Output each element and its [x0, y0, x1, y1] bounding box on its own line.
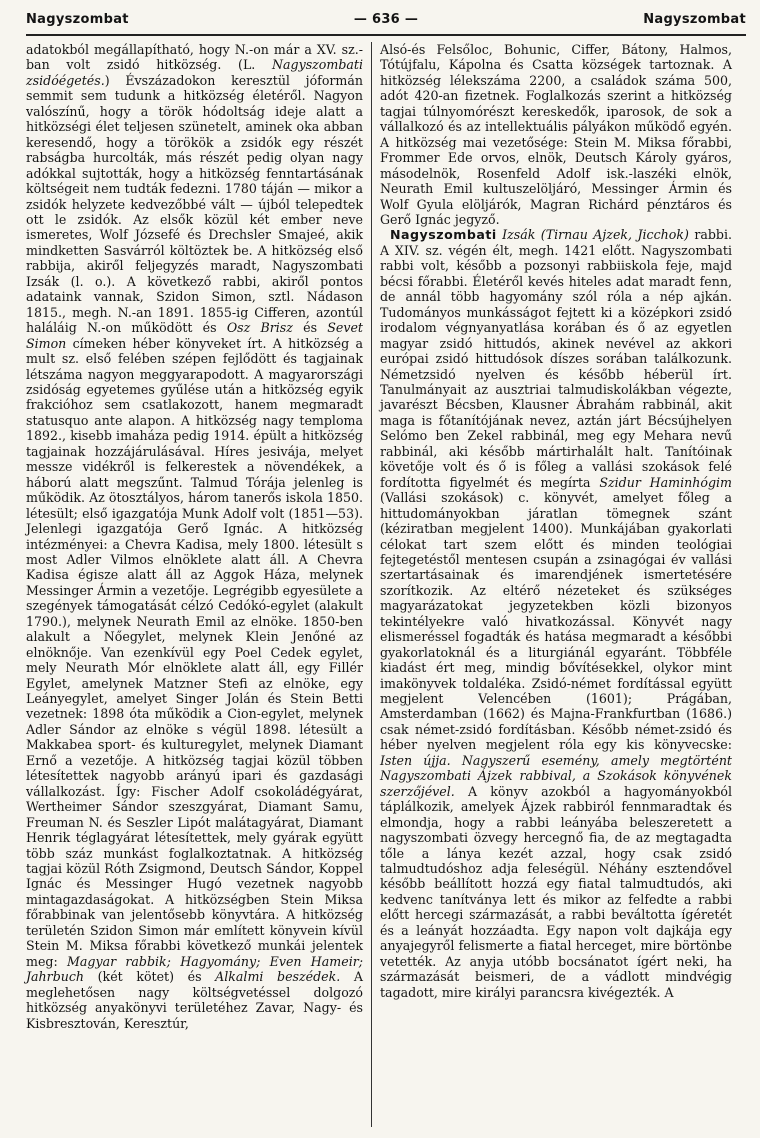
header-left-title: Nagyszombat [26, 12, 129, 27]
header-rule [26, 34, 746, 36]
left-column [26, 42, 363, 1031]
entry-headword: Nagyszombati [390, 227, 497, 243]
right-paragraph-2: Nagyszombati Izsák (Tirnau Ajzek, Jicchok) rabbi. A XIV. sz. végén élt, megh. 1421 előtt. Nagyszombati rabbi volt, később a pozsonyi rabbiiskola feje, majd bécsi főrabbi. Életéről kevés hiteles adat maradt fenn, de annál több hagyomány szól róla a nép ajkán. Tudományos munkásságot fejtett ki a középkori zsidó irodalom végnyanyatlása korában és ő az egyetlen magyar zsidó hittudós, akinek nevével az akkori európai zsidó hittudósok díszes sorában találkozunk. Németzsidó nyelven és később héberül írt. Tanulmányait az ausztriai talmudiskolákban végezte, javarészt Bécsben, Klausner Ábrahám rabbinál, akit maga is főtanítójának nevez, aztán járt Bécsújhelyen Selómo ben Zekel rabbinál, meg egy Mehara nevű rabbinál, aki később mártirhalált halt. Tanítóinak követője volt és ő is főleg a vallási szokások felé fordította figyelmét és megírta Szidur Haminhógim (Vallási szokások) c. könyvét, amelyet főleg a hittudományokban járatlan tömegnek szánt (kéziratban megjelent 1400). Munkájában gyakorlati célokat tart szem előtt és minden teológiai fejtegetéstől mentesen csupán a zsinagógai év vallási szertartásainak és imarendjének ismertetésére szorítkozik. Az eltérő nézeteket és szükséges magyarázatokat jegyzetekben közli bizonyos tekintélyekre való hivatkozással. Könyvét nagy elismeréssel fogadták és hatása megmaradt a későbbi gyakorlatoknál és a liturgiánál egyaránt. Többféle kiadást ért meg, mindig bővítésekkel, olykor mint imakönyvek toldaléka. Zsidó-német fordítással együtt megjelent Velencében (1601); Prágában, Amsterdamban (1662) és Majna-Frankfurtban (1686.) csak német-zsidó fordításban. Később német-zsidó és héber nyelven megjelent róla egy kis könyvecske: Isten újja. Nagyszerű esemény, amely megtörtént Nagyszombati Ájzek rabbival, a Szokások könyvének szerzőjével. A könyv azokból a hagyományokból táplálkozik, amelyek Ájzek rabbiról fennmaradtak és elmondja, hogy a rabbi leányába beleszeretett a nagyszombati özvegy hercegnő fia, de az megtagadta tőle a lánya kezét azzal, hogy csak zsidó talmudtudóshoz adja feleségül. Néhány esztendővel később beállított hozzá egy fiatal talmudtudós, aki kedvenc tanítványa lett és mikor az felfedte a rabbi előtt hercegi származását, a rabbi beváltotta ígéretét és a leányát hozzáadta. Egy napon volt dajkája egy anyajegyről felismerte a fiatal herceget, mire börtönbe vetették. Az anyja utóbb bocsánatot ígért neki, ha származását beismeri, de a vádlott mindvégig tagadott, mire királyi parancsra kivégezték. A [380, 227, 733, 1000]
text-columns [26, 42, 746, 1132]
column-divider [371, 42, 372, 1127]
right-paragraph-1: Alsó-és Felsőloc, Bohunic, Ciffer, Bátony, Halmos, Tótújfalu, Kápolna és Csatta községek tartoznak. A hitközség lélekszáma 2200, a családok száma 500, adót 420-an fizetnek. Foglalkozás szerint a hitközség tagjai túlnyomórészt kereskedők, iparosok, de sok a vállalkozó és az intellektuális pályákon működő egyén. A hitközség mai vezetősége: Stein M. Miksa főrabbi, Frommer Ede orvos, elnök, Deutsch Károly gyáros, másodelnök, Rosenfeld Adolf isk.-laszéki elnök, Neurath Emil kultuszelöljáró, Messinger Ármin és Wolf Gyula elöljárók, Magran Richárd pénztáros és Gerő Ignác jegyző. [380, 42, 732, 227]
running-header [26, 12, 746, 30]
page-number: — 636 — [353, 12, 419, 27]
left-paragraph: adatokból megállapítható, hogy N.-on már a XV. sz.-ban volt zsidó hitközség. (L. Nagyszombati zsidóégetés.) Évszázadokon keresztül jóformán semmit sem tudunk a hitközség életéről. Nagyon valószínű, hogy a török hódoltság ideje alatt a hitközségi élet teljesen szünetelt, aminek oka abban keresendő, hogy a törökök a zsidók egy részét rabságba hurcolták, más részét pedig olyan nagy adókkal sujtották, hogy a hitközség fenntartásának költségeit nem tudták fedezni. 1780 táján — mikor a zsidók helyzete kedvezőbbé vált — újból telepedtek ott le zsidók. Az elsők közül két ember neve ismeretes, Wolf Józsefé és Drechsler Smajeé, akik mindketten Sasvárról költöztek be. A hitközség első rabbija, akiről feljegyzés maradt, Nagyszombati Izsák (l. o.). A következő rabbi, akiről pontos adataink vannak, Szidon Simon, sztl. Nádason 1815., megh. N.-an 1891. 1855-ig Cifferen, azontúl haláláig N.-on működött és Osz Brisz és Sevet Simon címeken héber könyveket írt. A hitközség a mult sz. első felében szépen fejlődött és tagjainak létszáma nagyon meggyarapodott. A magyarországi zsidóság egyetemes gyűlése után a hitközség egyik frakcióhoz sem csatlakozott, hanem megmaradt statusquo ante alapon. A hitközség nagy temploma 1892., kisebb imaháza pedig 1914. épült a hitközség tagjainak hozzájárulásával. Híres jesivája, melyet messze vidékről is felkerestek a növendékek, a háború alatt megszűnt. Talmud Tórája jelenleg is működik. Az ötosztályos, három tanerős iskola 1850. létesült; első igazgatója Munk Adolf volt (1851—53). Jelenlegi igazgatója Gerő Ignác. A hitközség intézményei: a Chevra Kadisa, mely 1800. létesült s most Adler Vilmos elnöklete alatt áll. A Chevra Kadisa égisze alatt áll az Aggok Háza, melynek Messinger Ármin a vezetője. Legrégibb egyesülete a szegények támogatását célzó Cedókó-egylet (alakult 1790.), melynek Neurath Emil az elnöke. 1850-ben alakult a Nőegylet, melynek Klein Jenőné az elnöknője. Van ezenkívül egy Poel Cedek egylet, mely Neurath Mór elnöklete alatt áll, egy Fillér Egylet, amelynek Matzner Stefi az elnöke, egy Leányegylet, amelyet Singer Jolán és Stein Betti vezetnek: 1898 óta működik a Cion-egylet, melynek Adler Sándor az elnöke s végül 1898. létesült a Makkabea sport- és kulturegylet, melynek Diamant Ernő a vezetője. A hitközség tagjai közül többen létesítettek nagyobb arányú ipari és gazdasági vállalkozást. Így: Fischer Adolf csokoládégyárat, Wertheimer Sándor szeszgyárat, Diamant Samu, Freuman N. és Seszler Lipót malátagyárat, Diamant Henrik téglagyárat létesítettek, mely gyárak együtt több száz munkást foglalkoztatnak. A hitközség tagjai közül Róth Zsigmond, Deutsch Sándor, Koppel Ignác és Messinger Hugó vezetnek nagyobb mintagazdaságokat. A hitközségben Stein Miksa főrabbinak van jelentősebb könyvtára. A hitközség területén Szidon Simon már említett könyvein kívül Stein M. Miksa főrabbi következő munkái jelentek meg: Magyar rabbik; Hagyomány; Even Hameir; Jahrbuch (két kötet) és Alkalmi beszédek. A meglehetősen nagy költségvetéssel dolgozó hitközség anyakönyvi területéhez Zavar, Nagy- és Kisbresztován, Keresztúr, [26, 42, 363, 1031]
header-right-title: Nagyszombat [643, 12, 746, 27]
right-column [380, 42, 732, 1000]
